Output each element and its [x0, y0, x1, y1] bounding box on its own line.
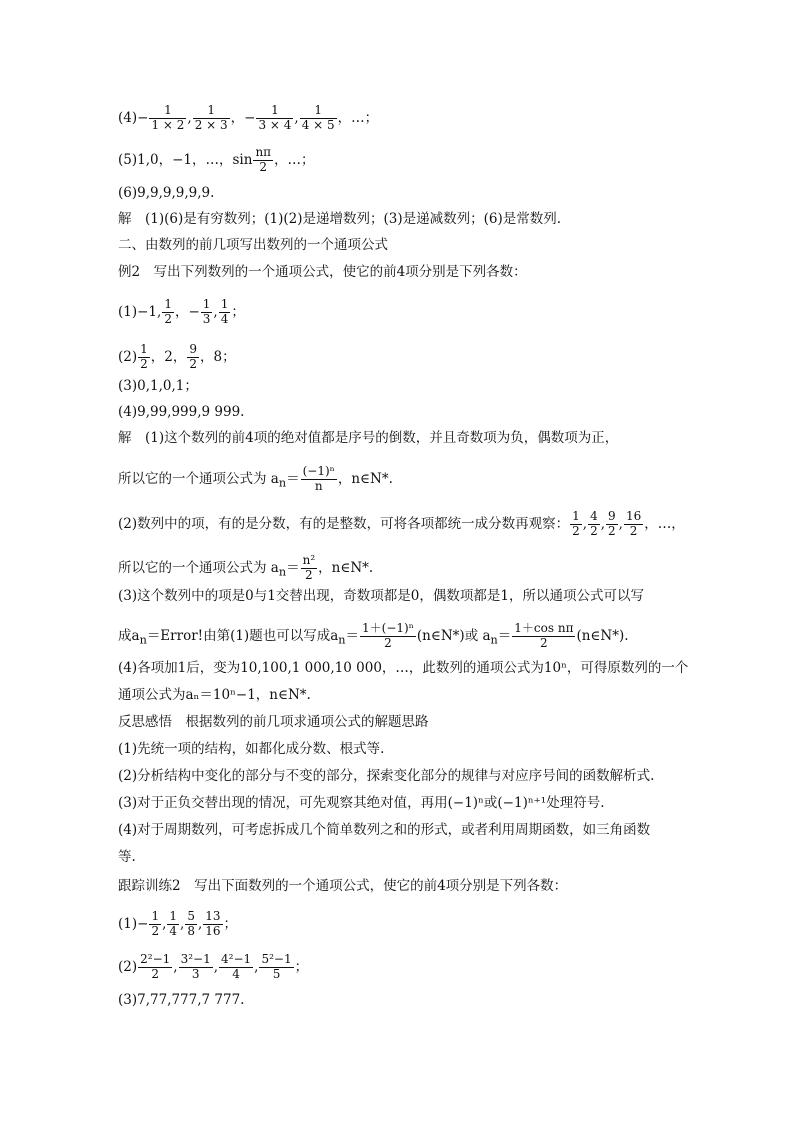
denominator: 16	[205, 923, 221, 938]
text: 所以它的一个通项公式为 a	[118, 470, 279, 487]
text: ；	[223, 915, 238, 932]
fraction	[301, 465, 337, 494]
text: ,	[213, 303, 218, 320]
fraction	[201, 298, 213, 327]
fraction	[187, 343, 199, 372]
text: ＝	[497, 627, 512, 644]
solution-4-formula: 通项公式为aₙ＝10ⁿ−1，n∈N*.	[118, 687, 311, 703]
numerator: 2²−1	[140, 952, 171, 966]
numerator: 1＋cos nπ	[514, 621, 574, 635]
denominator: 2	[624, 524, 643, 539]
numerator: 4²−1	[221, 952, 252, 966]
item-5-line	[118, 146, 315, 175]
numerator: (−1)ⁿ	[302, 464, 335, 478]
solution-4-text: (4)各项加1后，变为10,100,1 000,10 000，…，此数列的通项公式为10ⁿ，可得原数列的一个	[118, 660, 689, 676]
fraction	[588, 510, 600, 539]
denominator: 3	[179, 967, 213, 982]
numerator: 5²−1	[261, 952, 292, 966]
fraction	[219, 298, 231, 327]
numerator: 13	[205, 909, 221, 923]
fraction	[570, 510, 582, 539]
text: ＝	[345, 627, 360, 644]
denominator: n	[301, 479, 337, 494]
denominator: 8	[187, 923, 195, 938]
text: (2)	[118, 958, 138, 975]
denominator: 5	[259, 967, 293, 982]
fraction	[259, 953, 293, 982]
text: ，−	[174, 303, 200, 320]
denominator: 2	[360, 636, 416, 651]
text: (4)−	[118, 109, 149, 126]
denominator: 2 × 3	[194, 117, 228, 132]
fraction	[203, 910, 222, 939]
practice-item-3: (3)7,77,777,7 777.	[118, 992, 245, 1008]
text: ＝Error!由第(1)题也可以写成a	[146, 627, 339, 644]
fraction	[360, 622, 416, 651]
subscript: n	[139, 633, 147, 647]
subscript: n	[338, 633, 346, 647]
denominator: 2	[151, 923, 160, 938]
numerator: 1	[164, 103, 172, 117]
practice-item-2: (2) $\frac{\text{2²−1}}{2}$ , $\frac{\text{3²−1}}{3}$ , $\frac{\text{4²−1}}{4}$ , $\frac{\text{5²−1}}{5}$ ；	[118, 952, 309, 981]
numerator: 1	[202, 297, 211, 311]
denominator: 2	[301, 568, 318, 583]
denominator: 2	[608, 523, 616, 538]
denominator: 3	[202, 311, 211, 326]
section-heading: 二、由数列的前几项写出数列的一个通项公式	[118, 237, 388, 253]
text: 成a	[118, 627, 140, 644]
fraction	[253, 146, 273, 175]
fraction	[179, 953, 213, 982]
text: (1)−	[118, 915, 149, 932]
fraction	[167, 910, 179, 939]
numerator: 1	[164, 297, 172, 311]
solution-3-text: (3)这个数列中的项是0与1交替出现，奇数项都是0，偶数项都是1，所以通项公式可以写	[118, 588, 644, 604]
numerator: nπ	[255, 145, 272, 159]
numerator: 5	[187, 909, 195, 923]
fraction	[149, 910, 161, 939]
fraction	[193, 104, 230, 133]
text: ,	[294, 109, 299, 126]
fraction	[162, 298, 174, 327]
numerator: n²	[302, 553, 316, 567]
denominator: 2	[572, 523, 580, 538]
numerator: 3²−1	[180, 952, 211, 966]
text: (2)数列中的项，有的是分数，有的是整数，可将各项都统一成分数再观察：	[118, 515, 570, 532]
fraction	[185, 910, 197, 939]
numerator: 1	[140, 342, 148, 356]
denominator: 2	[138, 967, 172, 982]
denominator: 2	[512, 636, 575, 651]
item-4-line	[118, 104, 378, 133]
text: ，8；	[200, 348, 236, 365]
formula-line-3	[118, 622, 629, 651]
fraction	[512, 622, 575, 651]
fraction	[149, 104, 186, 133]
text: ；	[231, 303, 245, 320]
ex2-item-3: (3)0,1,0,1；	[118, 378, 198, 394]
ex2-item-4: (4)9,99,999,9 999.	[118, 404, 245, 420]
numerator: 1	[151, 909, 160, 923]
numerator: 9	[608, 509, 616, 523]
formula-line-2	[118, 554, 373, 583]
denominator: 2	[140, 356, 148, 371]
practice-item-1: (1)− $\frac{1}{2}$ , $\frac{1}{4}$ , $\frac{5}{8}$ , $\frac{13}{16}$ ；	[118, 909, 238, 938]
numerator: 1	[271, 103, 279, 117]
subscript: n	[278, 476, 287, 490]
denominator: 3 × 4	[258, 117, 292, 132]
text: ，…，	[644, 515, 685, 532]
denominator: 2	[189, 356, 197, 371]
reflection-item-2: (2)分析结构中变化的部分与不变的部分，探索变化部分的规律与对应序号间的函数解析式.	[118, 768, 655, 784]
text: ，…；	[337, 109, 379, 126]
ex2-item-2	[118, 343, 236, 372]
text: (n∈N*)或 a	[416, 627, 491, 644]
reflection-item-1: (1)先统一项的结构，如都化成分数、根式等.	[118, 741, 385, 757]
numerator: 1	[314, 103, 322, 117]
denominator: 2	[590, 523, 598, 538]
reflection-item-3: (3)对于正负交替出现的情况，可先观察其绝对值，再用(−1)ⁿ或(−1)ⁿ⁺¹处理符号.	[118, 795, 605, 811]
text: (2)	[118, 348, 138, 365]
solution-1-text: 解 (1)这个数列的前4项的绝对值都是序号的倒数，并且奇数项为负，偶数项为正，	[118, 430, 619, 446]
denominator: 1 × 2	[151, 117, 185, 132]
text: ，2，	[150, 348, 187, 365]
numerator: 1	[169, 909, 178, 923]
denominator: 4 × 5	[301, 117, 335, 132]
fraction	[138, 343, 150, 372]
denominator: 2	[164, 311, 172, 326]
text: ，n∈N*.	[318, 559, 374, 576]
reflection-item-4: (4)对于周期数列，可考虑拆成几个简单数列之和的形式，或者利用周期函数，如三角函数	[118, 822, 651, 838]
fraction	[138, 953, 172, 982]
numerator: 16	[625, 509, 642, 523]
numerator: 1	[207, 103, 215, 117]
text: ,	[187, 109, 192, 126]
reflection-heading: 反思感悟 根据数列的前几项求通项公式的解题思路	[118, 714, 429, 730]
text: ＝	[286, 559, 300, 576]
example-2-heading: 例2 写出下列数列的一个通项公式，使它的前4项分别是下列各数：	[118, 264, 527, 280]
subscript: n	[490, 633, 498, 647]
denominator: 4	[219, 967, 253, 982]
denominator: 4	[220, 311, 229, 326]
denominator: 2	[253, 160, 273, 175]
fraction	[606, 510, 618, 539]
reflection-item-4-cont: 等.	[118, 849, 136, 865]
text: 所以它的一个通项公式为 a	[118, 559, 279, 576]
fraction	[256, 104, 293, 133]
text: ，−	[230, 109, 256, 126]
item-6-line: (6)9,9,9,9,9,9.	[118, 185, 215, 201]
denominator: 4	[169, 923, 178, 938]
text: (5)1,0，−1，…，sin	[118, 151, 253, 168]
numerator: 1	[572, 509, 580, 523]
text: ＝	[286, 470, 300, 487]
text: ；	[294, 958, 309, 975]
text: ，…；	[274, 151, 315, 168]
ex2-item-1	[118, 298, 245, 327]
numerator: 1＋(−1)ⁿ	[362, 621, 414, 635]
numerator: 1	[220, 297, 229, 311]
fraction	[300, 104, 337, 133]
solution-2-line: (2)数列中的项，有的是分数，有的是整数，可将各项都统一成分数再观察： $\frac{1}{2}$ , $\frac{4}{2}$ , $\frac{9}{2}$ , $\frac{16}{2}$ ，…，	[118, 509, 685, 538]
fraction	[219, 953, 253, 982]
text: (n∈N*).	[576, 627, 629, 644]
practice-2-heading: 跟踪训练2 写出下面数列的一个通项公式，使它的前4项分别是下列各数：	[118, 878, 568, 894]
numerator: 9	[189, 342, 197, 356]
text: (1)−1,	[118, 303, 162, 320]
formula-line-1	[118, 465, 393, 494]
numerator: 4	[590, 509, 598, 523]
text: ，n∈N*.	[337, 470, 393, 487]
subscript: n	[278, 565, 287, 579]
fraction	[301, 554, 318, 583]
solution-line: 解 (1)(6)是有穷数列；(1)(2)是递增数列；(3)是递减数列；(6)是常数列.	[118, 211, 562, 227]
fraction	[624, 510, 643, 539]
